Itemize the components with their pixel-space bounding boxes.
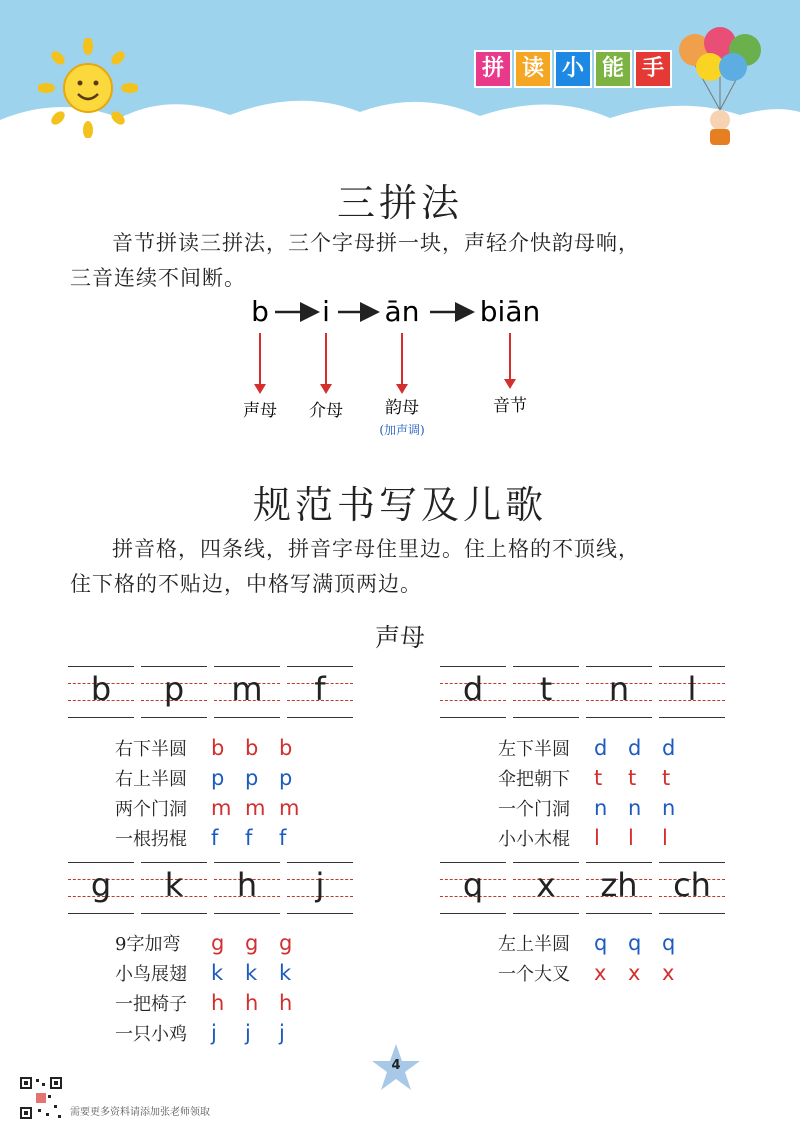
rhyme-row bbox=[498, 823, 696, 853]
header-badge bbox=[474, 50, 672, 88]
rhyme-label: 右下半圆 bbox=[115, 739, 187, 760]
three-spell-diagram bbox=[220, 288, 580, 448]
rhyme-label: 小小木棍 bbox=[498, 829, 570, 850]
grid-letter: m bbox=[231, 670, 263, 708]
rhyme-list bbox=[498, 928, 696, 988]
grid-line bbox=[68, 862, 134, 863]
grid-cell bbox=[287, 862, 353, 914]
example-letter: q bbox=[628, 931, 642, 955]
badge-char: 手 bbox=[634, 50, 672, 88]
example-letter: t bbox=[628, 766, 637, 790]
part-syllable: biān bbox=[479, 295, 541, 328]
grid-line bbox=[287, 913, 353, 914]
section1-line2: 三音连续不间断。 bbox=[70, 266, 246, 290]
arrow-head bbox=[504, 379, 516, 389]
grid-line bbox=[659, 862, 725, 863]
grid-cell bbox=[68, 666, 134, 718]
example-letter: h bbox=[245, 991, 259, 1015]
grid-cell bbox=[659, 666, 725, 718]
example-letter: k bbox=[211, 961, 224, 985]
rhyme-row bbox=[115, 988, 313, 1018]
section2-line2: 住下格的不贴边，中格写满顶两边。 bbox=[70, 572, 422, 596]
example-letter: h bbox=[211, 991, 225, 1015]
grid-cell bbox=[659, 862, 725, 914]
rhyme-list bbox=[115, 733, 313, 853]
rhyme-label: 一个门洞 bbox=[498, 799, 570, 820]
grid-line bbox=[513, 862, 579, 863]
grid-cell bbox=[68, 862, 134, 914]
rhyme-label: 伞把朝下 bbox=[498, 769, 570, 790]
balloons-icon bbox=[665, 25, 775, 150]
example-letter: p bbox=[245, 766, 259, 790]
grid-letter: t bbox=[539, 670, 553, 708]
grid-line bbox=[68, 717, 134, 718]
example-letter: m bbox=[245, 796, 266, 820]
example-letter: j bbox=[279, 1021, 285, 1045]
grid-line bbox=[586, 862, 652, 863]
grid-line bbox=[440, 913, 506, 914]
rhyme-row bbox=[498, 733, 696, 763]
example-letter: d bbox=[628, 736, 642, 760]
section2-paragraph bbox=[70, 532, 760, 602]
page-number: 4 bbox=[391, 1058, 401, 1073]
rhyme-row bbox=[115, 958, 313, 988]
grid-line bbox=[440, 666, 506, 667]
grid-letter: b bbox=[90, 670, 112, 708]
grid-line bbox=[214, 717, 280, 718]
example-letter: q bbox=[594, 931, 608, 955]
grid-cell bbox=[513, 666, 579, 718]
badge-char: 小 bbox=[554, 50, 592, 88]
grid-letter: k bbox=[164, 866, 184, 904]
example-letter: x bbox=[662, 961, 675, 985]
grid-line bbox=[440, 717, 506, 718]
rhyme-label: 右上半圆 bbox=[115, 769, 187, 790]
rhyme-label: 小鸟展翅 bbox=[115, 964, 187, 985]
label-initial: 声母 bbox=[243, 401, 277, 421]
example-letter: j bbox=[245, 1021, 251, 1045]
grid-letter: h bbox=[236, 866, 258, 904]
example-letter: p bbox=[279, 766, 293, 790]
rhyme-label: 两个门洞 bbox=[115, 799, 187, 820]
grid-line bbox=[659, 717, 725, 718]
rhyme-label: 9字加弯 bbox=[115, 934, 181, 955]
rhyme-row bbox=[498, 793, 696, 823]
section1-paragraph bbox=[70, 226, 760, 296]
grid-line bbox=[68, 913, 134, 914]
example-letter: b bbox=[245, 736, 259, 760]
grid-cell bbox=[440, 862, 506, 914]
grid-line bbox=[659, 913, 725, 914]
example-letter: g bbox=[279, 931, 293, 955]
grid-letter: d bbox=[462, 670, 484, 708]
rhyme-row bbox=[115, 763, 313, 793]
example-letter: l bbox=[594, 826, 600, 850]
pinyin-grid bbox=[68, 862, 358, 914]
grid-letter: f bbox=[314, 670, 326, 708]
grid-line bbox=[586, 717, 652, 718]
rhyme-list bbox=[498, 733, 696, 853]
grid-line bbox=[141, 862, 207, 863]
grid-line bbox=[214, 666, 280, 667]
grid-line bbox=[214, 862, 280, 863]
section1-line1: 音节拼读三拼法，三个字母拼一块，声轻介快韵母响， bbox=[112, 231, 640, 255]
example-letter: d bbox=[662, 736, 676, 760]
rhyme-row bbox=[115, 928, 313, 958]
grid-letter: ch bbox=[673, 866, 711, 904]
grid-cell bbox=[586, 862, 652, 914]
rhyme-row bbox=[115, 823, 313, 853]
example-letter: t bbox=[662, 766, 671, 790]
example-letter: d bbox=[594, 736, 608, 760]
example-letter: x bbox=[594, 961, 607, 985]
example-letter: f bbox=[211, 826, 219, 850]
rhyme-list bbox=[115, 928, 313, 1048]
grid-line bbox=[513, 666, 579, 667]
rhyme-label: 一把椅子 bbox=[115, 994, 187, 1015]
grid-line bbox=[586, 666, 652, 667]
example-letter: l bbox=[628, 826, 634, 850]
grid-cell bbox=[586, 666, 652, 718]
tone-note: (加声调) bbox=[379, 423, 425, 437]
grid-cell bbox=[141, 666, 207, 718]
grid-letter: p bbox=[163, 670, 185, 708]
pinyin-grid bbox=[440, 862, 730, 914]
rhyme-label: 一只小鸡 bbox=[115, 1024, 187, 1045]
grid-letter: g bbox=[90, 866, 112, 904]
example-letter: m bbox=[211, 796, 232, 820]
rhyme-row bbox=[498, 958, 696, 988]
example-letter: g bbox=[211, 931, 225, 955]
example-letter: n bbox=[662, 796, 676, 820]
page-number-star bbox=[370, 1042, 422, 1094]
example-letter: x bbox=[628, 961, 641, 985]
footer-note: 需要更多资料请添加张老师领取 bbox=[70, 1107, 210, 1118]
grid-line bbox=[513, 717, 579, 718]
rhyme-row bbox=[498, 928, 696, 958]
grid-line bbox=[440, 862, 506, 863]
grid-cell bbox=[513, 862, 579, 914]
example-letter: q bbox=[662, 931, 676, 955]
example-letter: t bbox=[594, 766, 603, 790]
badge-char: 能 bbox=[594, 50, 632, 88]
example-letter: l bbox=[662, 826, 668, 850]
arrow-head bbox=[396, 384, 408, 394]
grid-line bbox=[513, 913, 579, 914]
badge-char: 拼 bbox=[474, 50, 512, 88]
section-title-sanpinfa: 三拼法 bbox=[336, 181, 463, 225]
rhyme-row bbox=[498, 763, 696, 793]
grid-letter: x bbox=[536, 866, 556, 904]
grid-line bbox=[287, 717, 353, 718]
grid-cell bbox=[440, 666, 506, 718]
grid-letter: n bbox=[608, 670, 630, 708]
example-letter: p bbox=[211, 766, 225, 790]
example-letter: b bbox=[211, 736, 225, 760]
grid-line bbox=[141, 913, 207, 914]
rhyme-label: 一根拐棍 bbox=[115, 829, 187, 850]
rhyme-row bbox=[115, 1018, 313, 1048]
badge-char: 读 bbox=[514, 50, 552, 88]
grid-cell bbox=[141, 862, 207, 914]
grid-cell bbox=[214, 862, 280, 914]
grid-letter: j bbox=[315, 866, 325, 904]
part-final: ān bbox=[384, 295, 420, 328]
pinyin-grid bbox=[68, 666, 358, 718]
example-letter: k bbox=[245, 961, 258, 985]
example-letter: h bbox=[279, 991, 293, 1015]
grid-letter: q bbox=[462, 866, 484, 904]
pinyin-grid bbox=[440, 666, 730, 718]
grid-line bbox=[586, 913, 652, 914]
arrow-head bbox=[254, 384, 266, 394]
part-medial: i bbox=[322, 295, 330, 328]
rhyme-label: 一个大叉 bbox=[498, 964, 570, 985]
grid-cell bbox=[214, 666, 280, 718]
grid-line bbox=[287, 666, 353, 667]
example-letter: f bbox=[245, 826, 253, 850]
example-letter: g bbox=[245, 931, 259, 955]
example-letter: f bbox=[279, 826, 287, 850]
grid-line bbox=[141, 666, 207, 667]
section-title-writing: 规范书写及儿歌 bbox=[252, 483, 547, 527]
grid-line bbox=[659, 666, 725, 667]
subtitle-initials: 声母 bbox=[374, 623, 425, 652]
rhyme-row bbox=[115, 733, 313, 763]
sun-icon bbox=[38, 38, 138, 138]
example-letter: n bbox=[628, 796, 642, 820]
label-syllable: 音节 bbox=[493, 396, 527, 416]
grid-line bbox=[287, 862, 353, 863]
example-letter: j bbox=[211, 1021, 217, 1045]
example-letter: k bbox=[279, 961, 292, 985]
grid-line bbox=[141, 717, 207, 718]
grid-line bbox=[214, 913, 280, 914]
example-letter: n bbox=[594, 796, 608, 820]
example-letter: b bbox=[279, 736, 293, 760]
arrow-head bbox=[320, 384, 332, 394]
label-medial: 介母 bbox=[309, 401, 343, 421]
grid-line bbox=[68, 666, 134, 667]
grid-letter: zh bbox=[600, 866, 638, 904]
grid-cell bbox=[287, 666, 353, 718]
rhyme-label: 左下半圆 bbox=[498, 739, 570, 760]
part-initial: b bbox=[251, 295, 269, 328]
section2-line1: 拼音格，四条线，拼音字母住里边。住上格的不顶线， bbox=[112, 537, 640, 561]
grid-letter: l bbox=[687, 670, 697, 708]
label-final: 韵母 bbox=[385, 398, 419, 418]
qr-code bbox=[18, 1075, 64, 1121]
rhyme-row bbox=[115, 793, 313, 823]
rhyme-label: 左上半圆 bbox=[498, 934, 570, 955]
example-letter: m bbox=[279, 796, 300, 820]
